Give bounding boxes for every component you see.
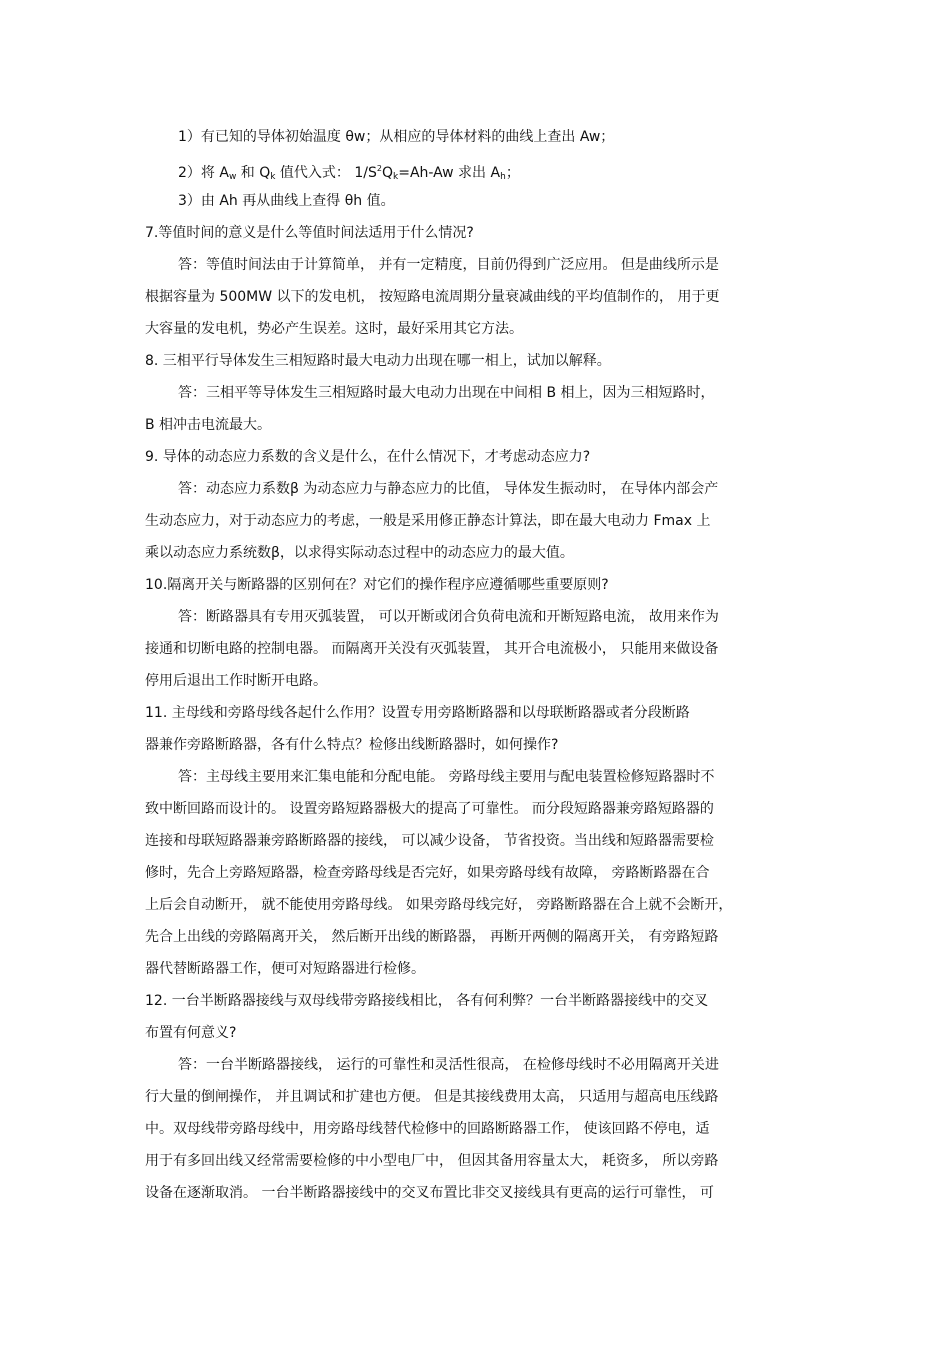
text-line: 器代替断路器工作，便可对短路器进行检修。 — [145, 961, 425, 977]
superscript: 2 — [376, 164, 382, 173]
formula-part: 值代入式： 1/S — [275, 165, 377, 181]
text-line: 接通和切断电路的控制电器。 而隔离开关没有灭弧装置， 其开合电流极小， 只能用来做设备 — [145, 641, 719, 657]
text-line: 行大量的倒闸操作， 并且调试和扩建也方便。 但是其接线费用太高， 只适用与超高电压线路 — [145, 1089, 719, 1105]
answer-line: 答：断路器具有专用灭弧装置， 可以开断或闭合负荷电流和开断短路电流， 故用来作为 — [178, 609, 719, 625]
text-line: 3）由 Ah 再从曲线上查得 θh 值。 — [178, 193, 395, 209]
question-heading-cont: 布置有何意义? — [145, 1025, 237, 1041]
question-heading: 8. 三相平行导体发生三相短路时最大电动力出现在哪一相上，试加以解释。 — [145, 353, 611, 369]
text-line: 根据容量为 500MW 以下的发电机， 按短路电流周期分量衰减曲线的平均值制作的， 用于更 — [145, 289, 720, 305]
answer-line: 答：等值时间法由于计算简单， 并有一定精度，目前仍得到广泛应用。 但是曲线所示是 — [178, 257, 719, 273]
formula-part: Q — [381, 165, 393, 181]
question-heading: 11. 主母线和旁路母线各起什么作用？设置专用旁路断路器和以母联断路器或者分段断路 — [145, 705, 690, 721]
text-line-formula — [178, 159, 843, 187]
question-heading-cont: 器兼作旁路断路器，各有什么特点？检修出线断路器时，如何操作? — [145, 737, 559, 753]
formula-part: 和 Q — [236, 165, 271, 181]
text-line: 修时，先合上旁路短路器，检查旁路母线是否完好，如果旁路母线有故障， 旁路断路器在合 — [145, 865, 710, 881]
answer-line: 答：三相平等导体发生三相短路时最大电动力出现在中间相 B 相上，因为三相短路时， — [178, 385, 715, 401]
subscript: w — [228, 172, 237, 182]
text-line: 致中断回路而设计的。 设置旁路短路器极大的提高了可靠性。 而分段短路器兼旁路短路器的 — [145, 801, 714, 817]
text-line: 上后会自动断开， 就不能使用旁路母线。 如果旁路母线完好， 旁路断路器在合上就不会断开， — [145, 897, 733, 913]
text-line: B 相冲击电流最大。 — [145, 417, 272, 433]
answer-line: 答：一台半断路器接线， 运行的可靠性和灵活性很高， 在检修母线时不必用隔离开关进 — [178, 1057, 719, 1073]
text-line: 乘以动态应力系统数β，以求得实际动态过程中的动态应力的最大值。 — [145, 545, 574, 561]
text-line: 1）有已知的导体初始温度 θw；从相应的导体材料的曲线上查出 Aw； — [178, 129, 615, 145]
question-heading: 12. 一台半断路器接线与双母线带旁路接线相比， 各有何利弊？一台半断路器接线中的交叉 — [145, 993, 709, 1009]
text-line: 先合上出线的旁路隔离开关， 然后断开出线的断路器， 再断开两侧的隔离开关， 有旁路短路 — [145, 929, 719, 945]
formula-part: =Ah-Aw 求出 A — [398, 165, 501, 181]
text-line: 中。双母线带旁路母线中，用旁路母线替代检修中的回路断路器工作， 使该回路不停电，适 — [145, 1121, 710, 1137]
question-heading: 10.隔离开关与断路器的区别何在？对它们的操作程序应遵循哪些重要原则? — [145, 577, 609, 593]
question-heading: 9. 导体的动态应力系数的含义是什么，在什么情况下，才考虑动态应力? — [145, 449, 591, 465]
answer-line: 答：主母线主要用来汇集电能和分配电能。 旁路母线主要用与配电装置检修短路器时不 — [178, 769, 715, 785]
subscript: k — [270, 172, 276, 182]
text-line: 生动态应力，对于动态应力的考虑，一般是采用修正静态计算法，即在最大电动力 Fmax 上 — [145, 513, 711, 529]
formula-part: ； — [505, 165, 520, 181]
question-heading: 7.等值时间的意义是什么等值时间法适用于什么情况? — [145, 225, 474, 241]
text-line: 停用后退出工作时断开电路。 — [145, 673, 327, 689]
text-line: 连接和母联短路器兼旁路断路器的接线， 可以减少设备， 节省投资。当出线和短路器需要检 — [145, 833, 714, 849]
subscript: h — [500, 172, 506, 182]
formula-part: 2）将 A — [178, 165, 229, 181]
text-line: 设备在逐渐取消。 一台半断路器接线中的交叉布置比非交叉接线具有更高的运行可靠性， 可 — [145, 1185, 714, 1201]
text-line: 用于有多回出线又经常需要检修的中小型电厂中， 但因其备用容量太大， 耗资多， 所以旁路 — [145, 1153, 719, 1169]
subscript: k — [393, 172, 399, 182]
text-line: 大容量的发电机，势必产生误差。这时，最好采用其它方法。 — [145, 321, 523, 337]
answer-line: 答：动态应力系数β 为动态应力与静态应力的比值， 导体发生振动时， 在导体内部会产 — [178, 481, 719, 497]
